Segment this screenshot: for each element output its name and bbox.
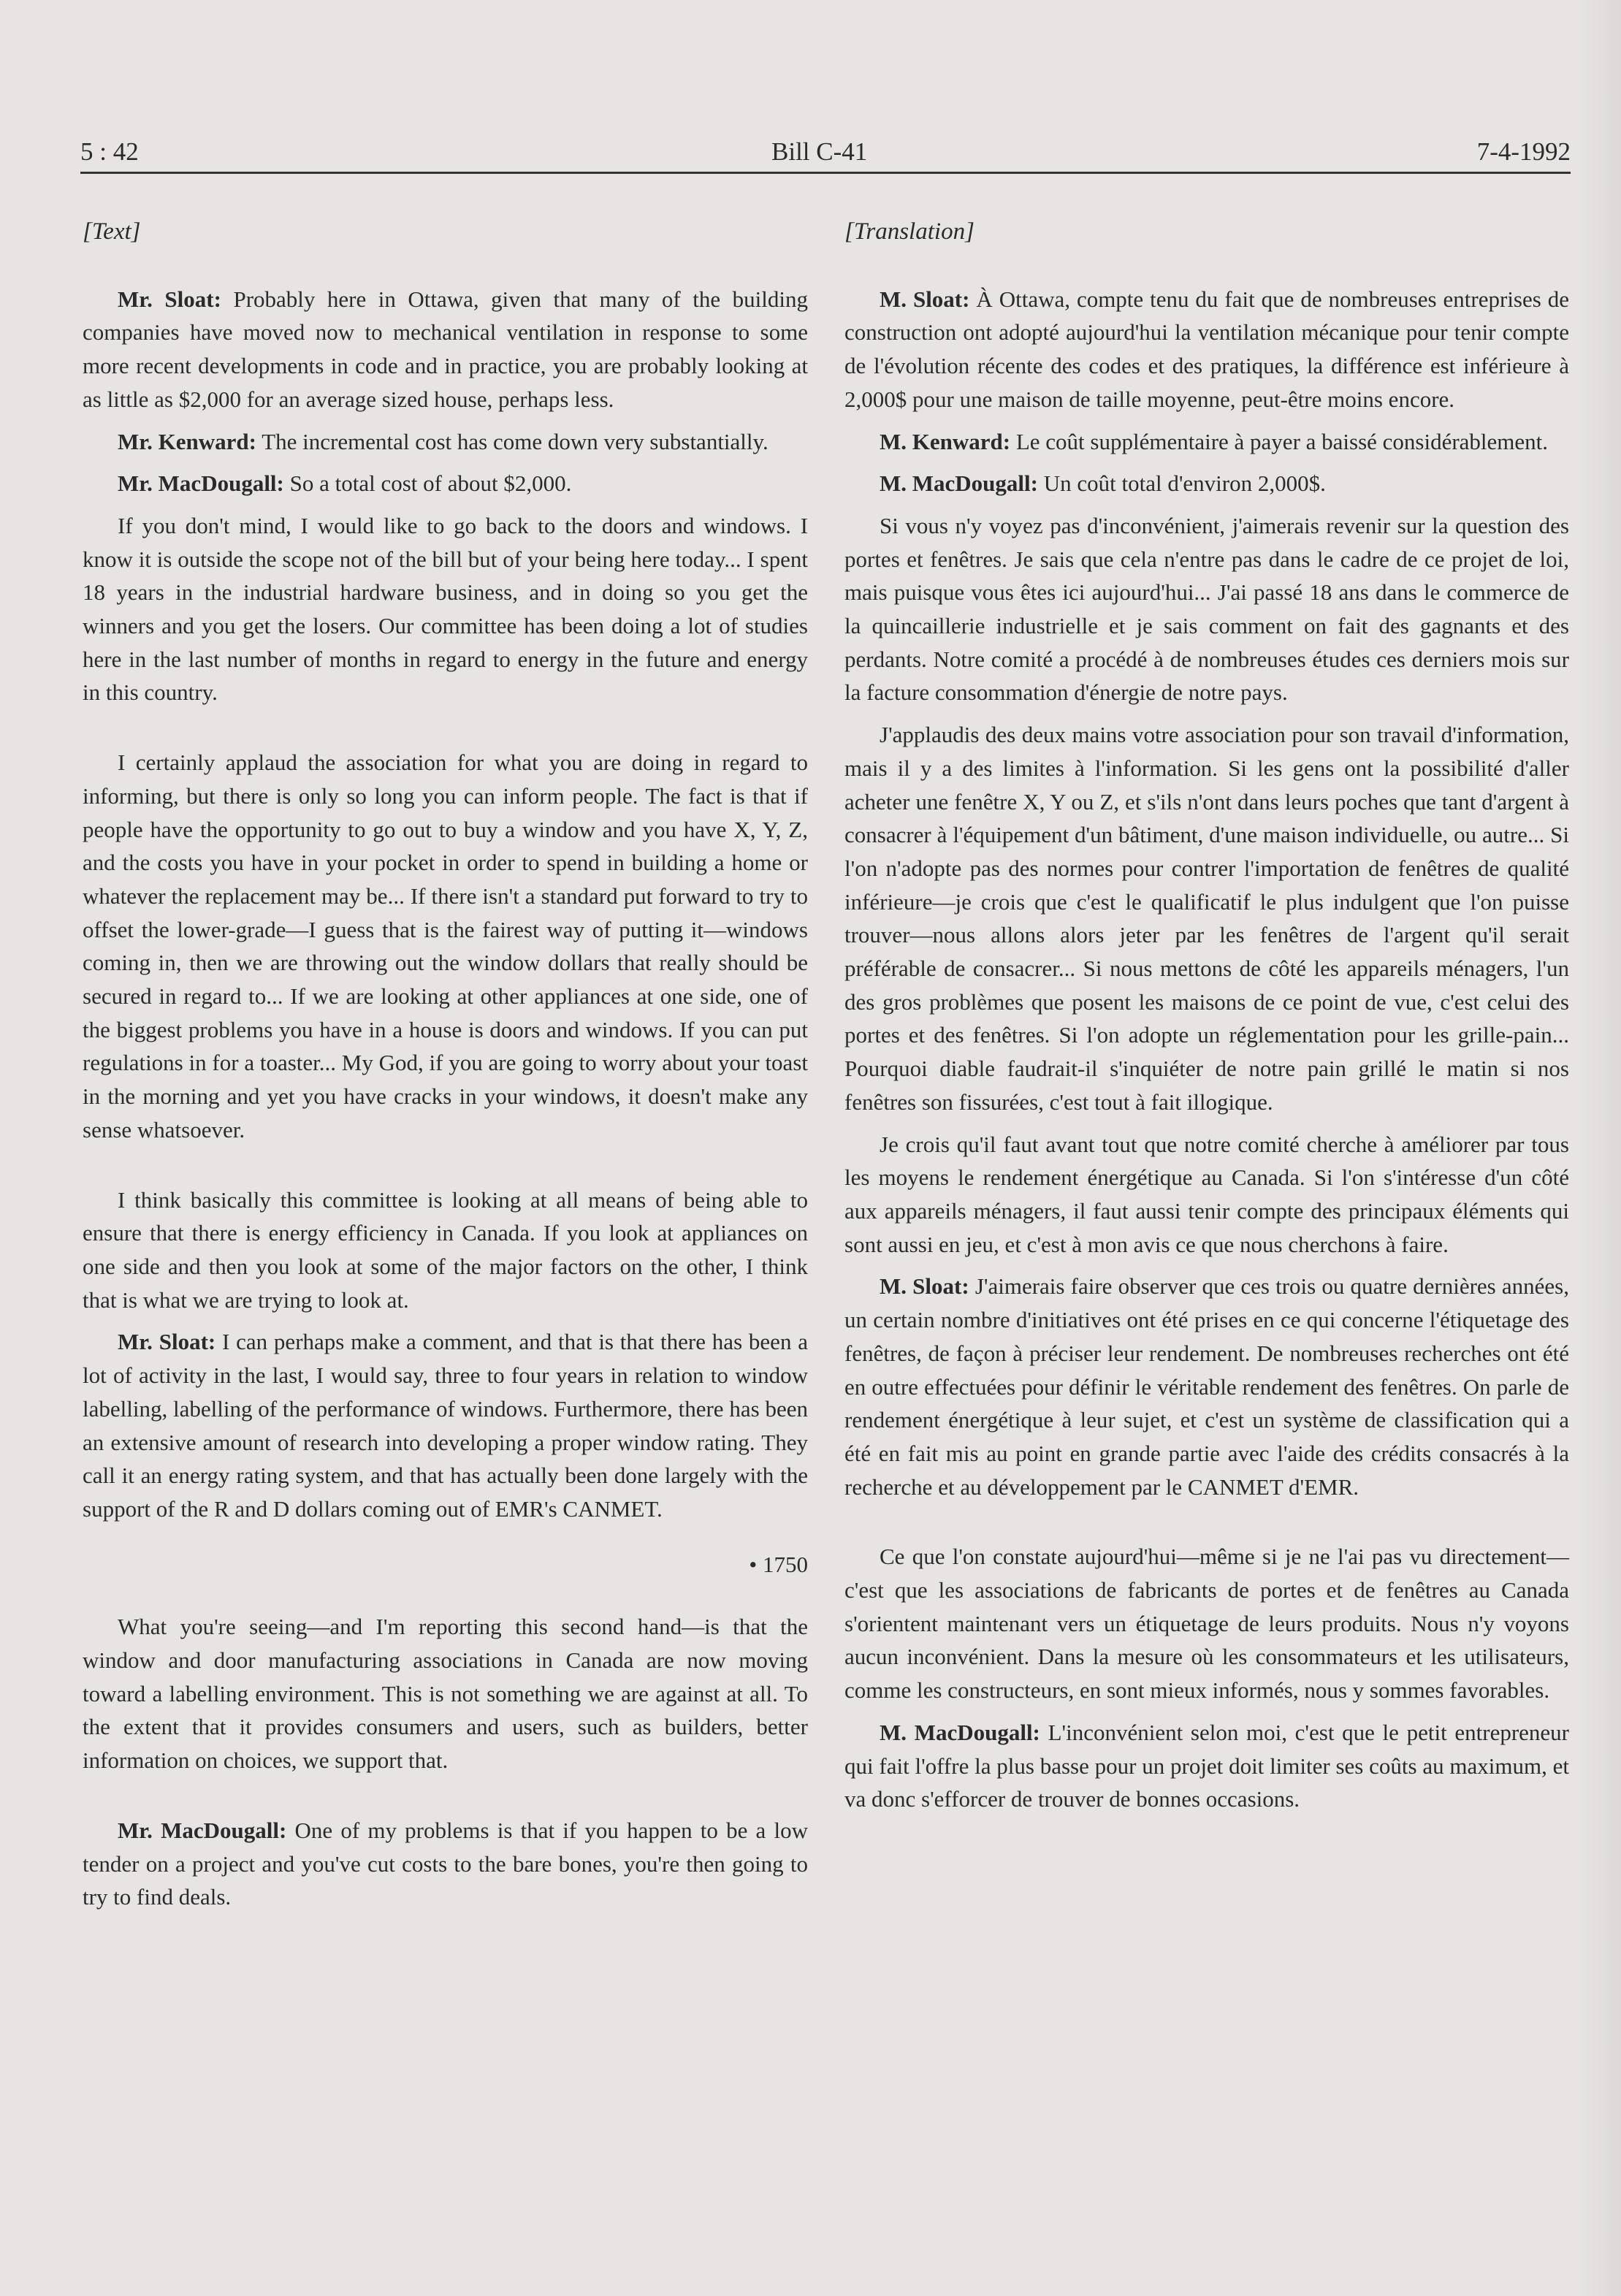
paragraph	[83, 425, 808, 459]
page-date: 7-4-1992	[1476, 137, 1571, 166]
paragraph-text: What you're seeing—and I'm reporting this second hand—is that the window and door manufacturing associations in Canada are now moving toward a labelling environment. This is not something we are against at all. To the extent that it provides consumers and users, such as builders, better information on choices, we support that.	[83, 1614, 808, 1774]
timestamp: • 1750	[749, 1551, 808, 1577]
paragraph-text: J'aimerais faire observer que ces trois ou quatre dernières années, un certain nombre d'initiatives ont été prises en ce qui concerne l'étiquetage des fenêtres, de façon à préciser leur rendement. De nombreuses recherches ont été en outre effectuées pour définir le véritable rendement des fenêtres. On parle de rendement énergétique à leur sujet, et c'est un système de classification qui a été en fait mis au point en grande partie avec l'aide des crédits consacrés à la recherche et au développement par le CANMET d'EMR.	[844, 1273, 1569, 1500]
paragraph	[844, 1716, 1569, 1816]
paragraph	[83, 1610, 808, 1777]
page-title: Bill C-41	[771, 137, 868, 166]
speaker-name: Mr. Sloat:	[118, 1329, 216, 1355]
paragraph	[83, 509, 808, 709]
speaker-name: M. MacDougall:	[880, 470, 1038, 497]
speaker-name: M. Kenward:	[880, 428, 1011, 454]
paragraph-text: À Ottawa, compte tenu du fait que de nombreuses entreprises de construction ont adopté aujourd'hui la ventilation mécanique pour tenir compte de l'évolution récente des codes et des pratiques, la différence est inférieure à 2,000$ pour une maison de taille moyenne, peut-être moins encore.	[844, 286, 1570, 412]
paragraph	[83, 1814, 808, 1914]
french-column	[844, 216, 1569, 1825]
english-column	[83, 216, 808, 1923]
paragraph	[844, 1270, 1569, 1503]
paragraph	[83, 283, 808, 416]
paragraph-text: J'applaudis des deux mains votre association pour son travail d'information, mais il y a des limites à l'information. Si les gens ont la possibilité d'aller acheter une fenêtre X, Y ou Z, et s'ils n'ont dans leurs poches que tant d'argent à consacrer à l'équipement d'un bâtiment, d'une maison individuelle, ou autre... Si l'on n'adopte pas des normes pour contrer l'importation de fenêtres de qualité inférieure—je crois que c'est le qualificatif le plus indulgent que l'on puisse trouver—nous allons alors jeter par les fenêtres de l'argent qu'il serait préférable de consacrer... Si nous mettons de côté les appareils ménagers, l'un des gros problèmes que posent les maisons de ce point de vue, c'est celui des portes et des fenêtres. Si l'on adopte un réglementation pour les grille-pain... Pourquoi diable faudrait-il s'inquiéter de notre pain grillé le matin si nos fenêtres son fissurées, c'est tout à fait illogique.	[844, 722, 1569, 1115]
paragraph	[844, 467, 1569, 500]
paragraph	[844, 509, 1569, 709]
paragraph-text: If you don't mind, I would like to go back to the doors and windows. I know it is outside the scope not of the bill but of your being here today... I spent 18 years in the industrial hardware business, and in doing so you get the winners and you get the losers. Our committee has been doing a lot of studies here in the last number of months in regard to energy in the future and energy in this country.	[83, 512, 808, 706]
paragraph	[83, 467, 808, 500]
speaker-name: Mr. Sloat:	[118, 286, 221, 312]
paragraph-text: Ce que l'on constate aujourd'hui—même si je ne l'ai pas vu directement—c'est que les associations de fabricants de portes et de fenêtres au Canada s'orientent maintenant vers un étiquetage de leurs produits. Nous n'y voyons aucun inconvénient. Dans la mesure où les consommateurs et les utilisateurs, comme les constructeurs, en sont mieux informés, nous y sommes favorables.	[844, 1544, 1569, 1704]
paragraph-text: The incremental cost has come down very substantially.	[262, 428, 768, 454]
paragraph	[83, 1183, 808, 1317]
paragraph	[844, 425, 1569, 459]
paragraph-text: I certainly applaud the association for what you are doing in regard to informing, but there is only so long you can inform people. The fact is that if people have the opportunity to go out to buy a window and you have X, Y, Z, and the costs you have in your pocket in order to spend in building a home or whatever the replacement may be... If there isn't a standard put forward to try to offset the lower-grade—I guess that is the fairest way of putting it—windows coming in, then we are throwing out the window dollars that really should be secured in regard to... If we are looking at other appliances at one side, one of the biggest problems you have in a house is doors and windows. If you can put regulations in for a toaster... My God, if you are going to worry about your toast in the morning and yet you have cracks in your windows, it doesn't make any sense whatsoever.	[83, 750, 808, 1143]
paragraph-text: So a total cost of about $2,000.	[289, 470, 572, 497]
speaker-name: M. MacDougall:	[880, 1719, 1040, 1745]
paragraph-text: Le coût supplémentaire à payer a baissé considérablement.	[1015, 428, 1549, 454]
paragraph	[844, 283, 1569, 416]
paragraph-text: Je crois qu'il faut avant tout que notre comité cherche à améliorer par tous les moyens le rendement énergétique au Canada. Si l'on s'intéresse d'un côté aux appareils ménagers, il faut aussi tenir compte des principaux éléments qui sont aussi en jeu, et c'est à mon avis ce que nous cherchons à faire.	[844, 1131, 1569, 1257]
language-label: [Translation]	[844, 218, 974, 245]
paragraph-text: L'inconvénient selon moi, c'est que le petit entrepreneur qui fait l'offre la plus basse pour un projet doit limiter ses coûts au maximum, et va donc s'efforcer de trouver de bonnes occasions.	[844, 1719, 1569, 1812]
paragraph-text: Probably here in Ottawa, given that many of the building companies have moved now to mechanical ventilation in response to some more recent developments in code and in practice, you are probably looking at as little as $2,000 for an average sized house, perhaps less.	[83, 286, 808, 412]
paragraph-text: Si vous n'y voyez pas d'inconvénient, j'aimerais revenir sur la question des portes et fenêtres. Je sais que cela n'entre pas dans le cadre de ce projet de loi, mais puisque vous êtes ici aujourd'hui... J'ai passé 18 ans dans le commerce de la quincaillerie industrielle et je sais comment on fait des gagnants et des perdants. Notre comité a procédé à de nombreuses études ces derniers mois sur la facture consommation d'énergie de notre pays.	[844, 512, 1569, 706]
paragraph	[844, 718, 1569, 1118]
header-rule	[80, 172, 1571, 174]
speaker-name: Mr. MacDougall:	[118, 470, 284, 497]
paragraph	[844, 1540, 1569, 1707]
paragraph	[844, 1128, 1569, 1262]
speaker-name: Mr. MacDougall:	[118, 1817, 287, 1843]
page-number: 5 : 42	[80, 137, 139, 166]
paragraph-text: One of my problems is that if you happen to be a low tender on a project and you've cut costs to the bare bones, you're then going to try to find deals.	[83, 1817, 809, 1910]
speaker-name: M. Sloat:	[880, 286, 970, 312]
page-edge-shadow	[1577, 0, 1621, 2296]
paragraph	[83, 746, 808, 1146]
speaker-name: M. Sloat:	[880, 1273, 969, 1300]
speaker-name: Mr. Kenward:	[118, 428, 256, 454]
paragraph	[83, 1325, 808, 1525]
paragraph-text: I can perhaps make a comment, and that is that there has been a lot of activity in the last, I would say, three to four years in relation to window labelling, labelling of the performance of windows. Furthermore, there has been an extensive amount of research into developing a proper window rating. They call it an energy rating system, and that has actually been done largely with the support of the R and D dollars coming out of EMR's CANMET.	[83, 1329, 808, 1522]
page-header	[80, 131, 1571, 175]
paragraph-text: I think basically this committee is looking at all means of being able to ensure that there is energy efficiency in Canada. If you look at appliances on one side and then you look at some of the major factors on the other, I think that is what we are trying to look at.	[83, 1186, 808, 1313]
paragraph-text: Un coût total d'environ 2,000$.	[1043, 470, 1326, 497]
language-label: [Text]	[83, 218, 141, 245]
